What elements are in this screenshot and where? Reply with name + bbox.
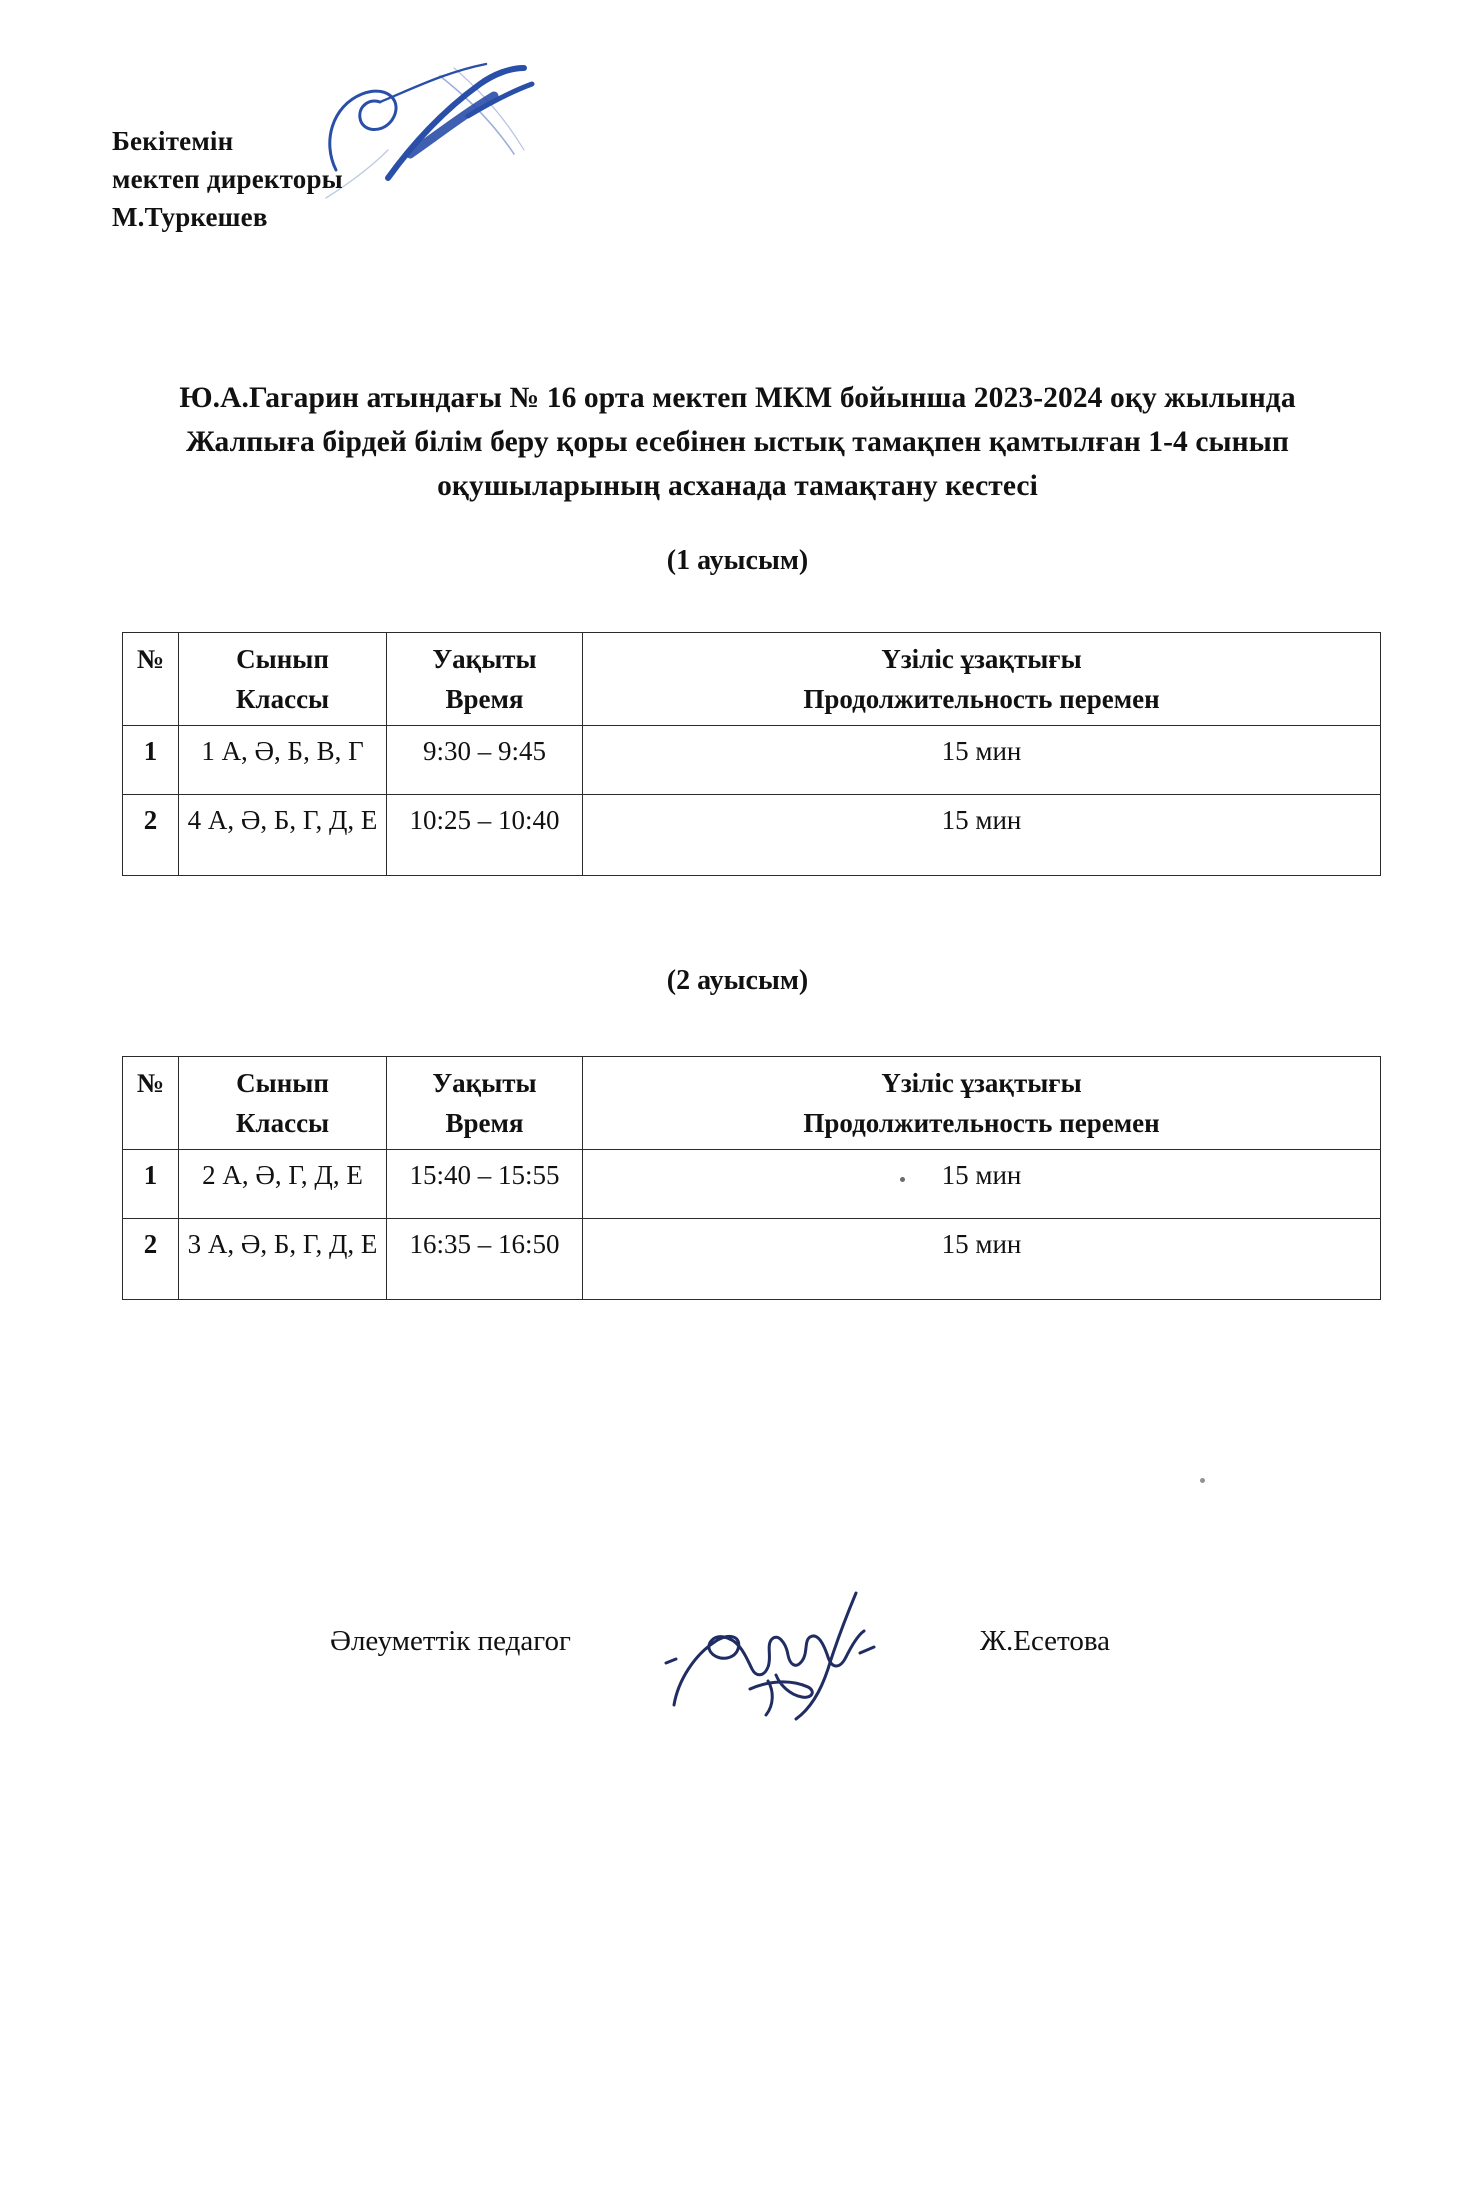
cell-duration: 15 мин xyxy=(583,726,1381,795)
cell-classes: 2 А, Ә, Г, Д, Е xyxy=(179,1150,387,1219)
table-row xyxy=(123,795,1381,876)
col-header-time xyxy=(387,633,583,726)
col-header-time-ru: Время xyxy=(445,684,524,714)
cell-time: 10:25 – 10:40 xyxy=(387,795,583,876)
ink-speck xyxy=(1200,1478,1205,1483)
cell-duration: 15 мин xyxy=(583,1219,1381,1300)
col-header-duration-kk: Үзіліс ұзақтығы xyxy=(881,1068,1082,1098)
col-header-class xyxy=(179,633,387,726)
ink-speck xyxy=(900,1177,905,1182)
col-header-class-ru: Классы xyxy=(235,684,330,714)
table-header-row xyxy=(123,1057,1381,1150)
table-row xyxy=(123,1150,1381,1219)
table-header-row xyxy=(123,633,1381,726)
col-header-class-kk: Сынып xyxy=(236,1068,329,1098)
col-header-duration-kk: Үзіліс ұзақтығы xyxy=(881,644,1082,674)
col-header-num: № xyxy=(123,1057,179,1150)
approval-line-2: мектеп директоры xyxy=(112,164,343,194)
cell-num: 1 xyxy=(123,1150,179,1219)
page-title xyxy=(135,376,1340,508)
approval-line-1: Бекітемін xyxy=(112,126,234,156)
col-header-class-ru: Классы xyxy=(235,1108,330,1138)
signature-block xyxy=(0,1625,1475,1685)
signatory-role: Әлеуметтік педагог xyxy=(330,1625,571,1657)
col-header-duration-ru: Продолжительность перемен xyxy=(803,684,1160,714)
shift-2-table xyxy=(122,1056,1381,1300)
col-header-duration xyxy=(583,633,1381,726)
col-header-time-kk: Уақыты xyxy=(432,1068,537,1098)
cell-duration: 15 мин xyxy=(583,1150,1381,1219)
cell-duration: 15 мин xyxy=(583,795,1381,876)
cell-classes: 4 А, Ә, Б, Г, Д, Е xyxy=(179,795,387,876)
title-line-2: жылында Жалпыға бірдей білім беру қоры есебінен ыстық тамақпен xyxy=(185,382,1296,458)
cell-num: 1 xyxy=(123,726,179,795)
cell-time: 16:35 – 16:50 xyxy=(387,1219,583,1300)
shift-1-caption: (1 ауысым) xyxy=(666,545,809,576)
title-line-3: қамтылған 1-4 сынып оқушыларының асханада тамақтану кестесі xyxy=(437,426,1290,502)
shift-2-caption: (2 ауысым) xyxy=(666,965,809,996)
col-header-time-kk: Уақыты xyxy=(432,644,537,674)
col-header-time-ru: Время xyxy=(445,1108,524,1138)
cell-num: 2 xyxy=(123,795,179,876)
cell-num: 2 xyxy=(123,1219,179,1300)
director-signature-icon xyxy=(318,58,558,218)
shift-1-table xyxy=(122,632,1381,876)
table-row xyxy=(123,726,1381,795)
social-pedagogue-signature-icon xyxy=(660,1585,880,1725)
col-header-num: № xyxy=(123,633,179,726)
cell-time: 15:40 – 15:55 xyxy=(387,1150,583,1219)
col-header-class xyxy=(179,1057,387,1150)
col-header-duration-ru: Продолжительность перемен xyxy=(803,1108,1160,1138)
approval-line-3: М.Туркешев xyxy=(112,202,268,232)
col-header-class-kk: Сынып xyxy=(236,644,329,674)
col-header-duration xyxy=(583,1057,1381,1150)
cell-time: 9:30 – 9:45 xyxy=(387,726,583,795)
title-line-1: Ю.А.Гагарин атындағы № 16 орта мектеп МКМ бойынша 2023-2024 оқу xyxy=(179,382,1157,414)
cell-classes: 1 А, Ә, Б, В, Г xyxy=(179,726,387,795)
col-header-time xyxy=(387,1057,583,1150)
approval-block xyxy=(112,122,343,236)
signatory-name: Ж.Есетова xyxy=(980,1625,1111,1657)
table-row xyxy=(123,1219,1381,1300)
cell-classes: 3 А, Ә, Б, Г, Д, Е xyxy=(179,1219,387,1300)
